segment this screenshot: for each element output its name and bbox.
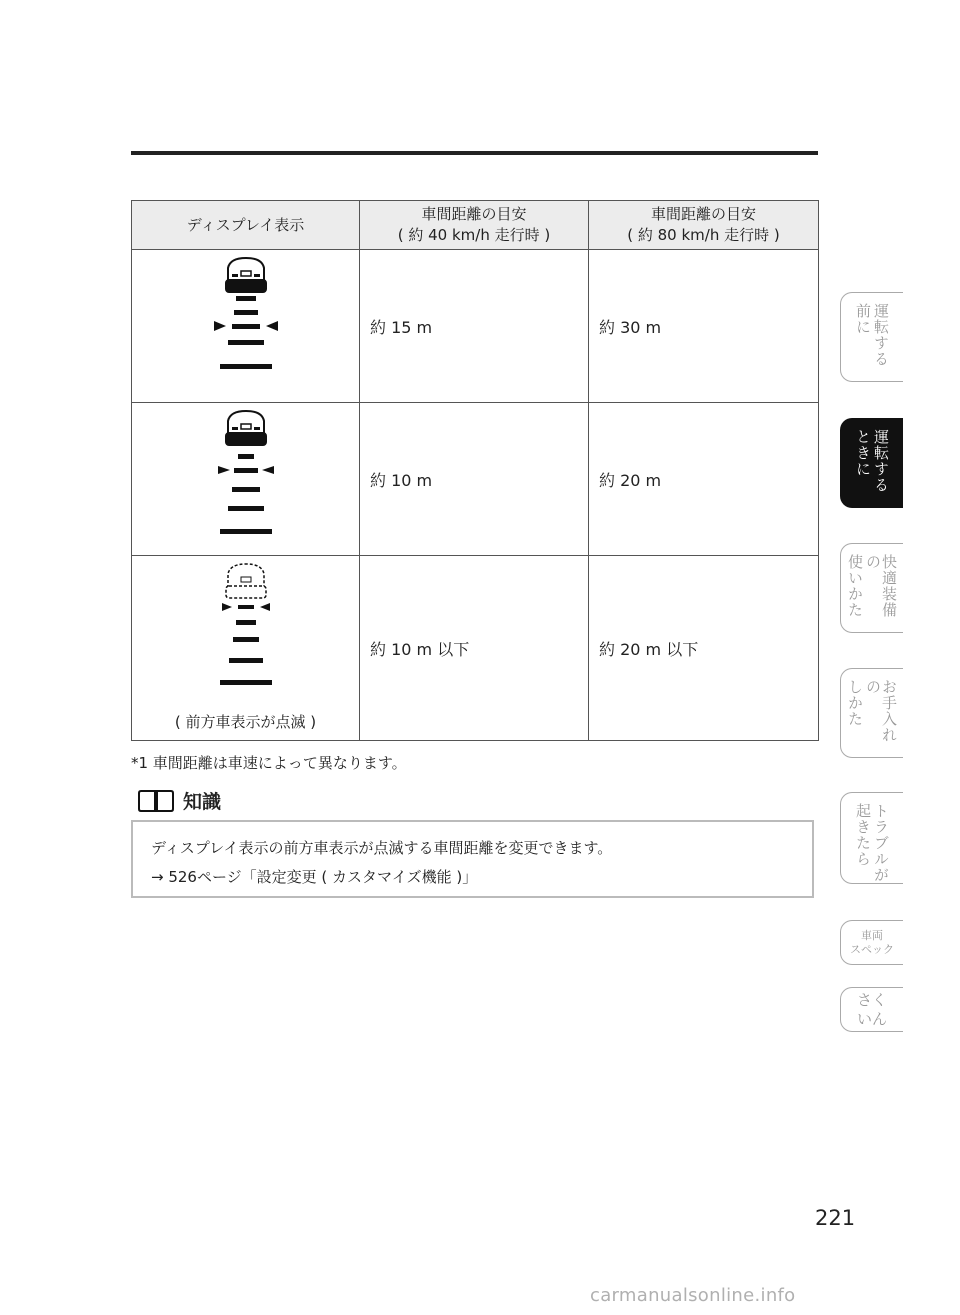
footnote: *1 車間距離は車速によって異なります。 [131, 754, 407, 772]
header-80kmh: 車間距離の目安 ( 約 80 km/h 走行時 ) [589, 201, 819, 250]
table-row [132, 250, 819, 403]
table-row [132, 556, 819, 741]
table-header-row [132, 201, 819, 250]
book-icon [137, 789, 177, 813]
tab-vehicle-specs[interactable]: 車両 スペック [840, 920, 903, 965]
chishiki-title: 知識 [183, 791, 222, 813]
long-distance-display-icon [206, 250, 286, 390]
display-icon-cell [132, 403, 360, 556]
header-display: ディスプレイ表示 [132, 201, 360, 250]
header-40kmh: 車間距離の目安 ( 約 40 km/h 走行時 ) [360, 201, 589, 250]
distance-80-row2: 約 20 m [589, 403, 819, 556]
distance-40-row1: 約 15 m [360, 250, 589, 403]
watermark: carmanualsonline.info [590, 1285, 796, 1306]
tab-while-driving[interactable]: 運転する ときに [840, 418, 903, 508]
distance-40-row3: 約 10 m 以下 [360, 556, 589, 741]
distance-80-row1: 約 30 m [589, 250, 819, 403]
info-box [131, 820, 814, 898]
distance-40-row2: 約 10 m [360, 403, 589, 556]
blinking-caption: ( 前方車表示が点滅 ) [174, 713, 317, 731]
distance-80-row3: 約 20 m 以下 [589, 556, 819, 741]
tab-index[interactable]: さく いん [840, 987, 903, 1032]
distance-table [131, 200, 819, 741]
blinking-front-car-display-icon [206, 556, 286, 696]
table-row [132, 403, 819, 556]
display-icon-cell [132, 556, 360, 741]
tab-before-driving[interactable]: 運転する 前に [840, 292, 903, 382]
chishiki-heading [137, 787, 221, 814]
medium-distance-display-icon [206, 403, 286, 543]
info-line-1: ディスプレイ表示の前方車表示が点滅する車間距離を変更できます。 [151, 839, 613, 857]
info-reference-link[interactable]: → 526ページ「設定変更 ( カスタマイズ機能 )」 [151, 868, 478, 886]
tab-maintenance[interactable]: お手入れの しかた [840, 668, 903, 758]
tab-comfort-features[interactable]: 快適装備の 使いかた [840, 543, 903, 633]
display-icon-cell [132, 250, 360, 403]
top-rule [131, 151, 818, 155]
page-number: 221 [815, 1206, 856, 1230]
tab-trouble[interactable]: トラブルが 起きたら [840, 792, 903, 884]
